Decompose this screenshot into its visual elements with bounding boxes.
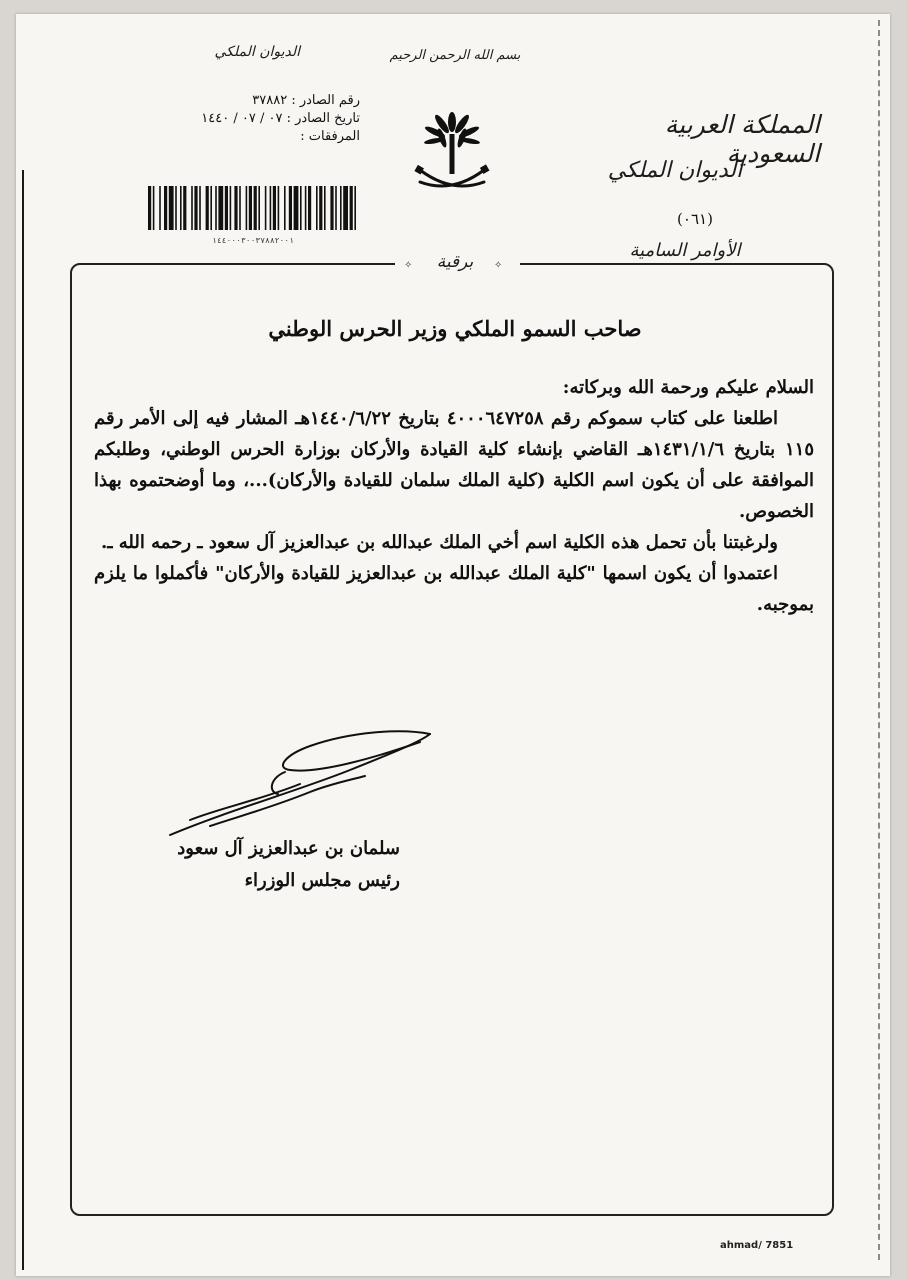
barcode-bar <box>316 186 318 230</box>
barcode-bar <box>175 186 177 230</box>
issue-number: رقم الصادر : ٣٧٨٨٢ <box>252 93 360 108</box>
footer-reference: ahmad/ 7851 <box>720 1240 794 1251</box>
barcode-bar <box>335 186 337 230</box>
barcode-bar <box>183 186 186 230</box>
barcode-bar <box>340 186 342 230</box>
paragraph-3: اعتمدوا أن يكون اسمها "كلية الملك عبدالله بن عبدالعزيز للقيادة والأركان" فأكملوا ما يلزم بموجبه. <box>94 563 814 615</box>
greeting: السلام عليكم ورحمة الله وبركاته: <box>562 377 814 398</box>
barcode-bar <box>354 186 356 230</box>
barcode-bar <box>300 186 302 230</box>
barcode-bar <box>289 186 292 230</box>
barcode-bar <box>210 186 212 230</box>
barcode-bar <box>191 186 193 230</box>
barcode-bar <box>230 186 232 230</box>
barcode-bar <box>319 186 322 230</box>
barcode-bar <box>215 186 217 230</box>
barcode-bar <box>254 186 257 230</box>
barcode-bar <box>330 186 333 230</box>
ornament-right-icon: ✧ <box>494 260 503 271</box>
barcode-bar <box>305 186 307 230</box>
barcode-bar <box>180 186 182 230</box>
basmala: بسم الله الرحمن الرحيم <box>389 48 521 63</box>
barcode-bar <box>159 186 161 230</box>
issue-date: تاريخ الصادر : ٠٧ / ٠٧ / ١٤٤٠ <box>201 111 360 126</box>
barcode-bar <box>234 186 237 230</box>
barcode-bar <box>324 186 326 230</box>
scan-edge-right <box>878 20 880 1260</box>
barcode-bar <box>278 186 280 230</box>
kingdom-heading: المملكة العربية السعودية <box>664 110 820 168</box>
telegram-label: برقية <box>436 252 474 272</box>
barcode-bar <box>284 186 286 230</box>
royal-court-heading: الديوان الملكي <box>607 158 743 183</box>
reference-block <box>130 92 360 146</box>
barcode-bar <box>239 186 241 230</box>
barcode-bar <box>350 186 353 230</box>
barcode-bar <box>206 186 209 230</box>
barcode-bar <box>308 186 311 230</box>
attachments: المرفقات : <box>300 129 360 144</box>
barcode-bar <box>273 186 276 230</box>
paragraph-2: ولرغبتنا بأن تحمل هذه الكلية اسم أخي الملك عبدالله بن عبدالعزيز آل سعود ـ رحمه الله ـ. <box>100 532 778 553</box>
barcode-bar <box>169 186 174 230</box>
barcode-bar <box>225 186 228 230</box>
barcode-bar <box>148 186 151 230</box>
barcode-bar <box>258 186 260 230</box>
barcode-digits: ١٤٤٠٠٠٣٠٠٣٧٨٨٢٠٠١ <box>212 236 294 245</box>
barcode-bar <box>153 186 155 230</box>
saudi-emblem-icon <box>412 108 492 200</box>
barcode-bar <box>294 186 299 230</box>
barcode-bar <box>343 186 348 230</box>
royal-court-small-label: الديوان الملكي <box>214 44 300 60</box>
paragraph-1: اطلعنا على كتاب سموكم رقم ٤٠٠٠٦٤٧٢٥٨ بتاريخ ١٤٤٠/٦/٢٢هـ المشار فيه إلى الأمر رقم ١١٥ بتاريخ ١٤٣١/١/٦هـ القاضي بإنشاء كلية القيادة والأركان بوزارة الحرس الوطني، وطلبكم الموافقة على أن يكون اسم الكلية (كلية الملك سلمان للقيادة والأركان)...، وما أوضحتموه بهذا الخصوص. <box>94 408 814 522</box>
department-code: (٠٦١) <box>677 210 713 228</box>
barcode-bar <box>270 186 272 230</box>
barcode-bar <box>246 186 248 230</box>
signature-icon <box>150 720 440 840</box>
barcode-bar <box>265 186 267 230</box>
barcode-bar <box>249 186 252 230</box>
addressee: صاحب السمو الملكي وزير الحرس الوطني <box>268 316 642 341</box>
barcode-bar <box>194 186 197 230</box>
letter-body <box>94 372 814 620</box>
ornament-left-icon: ✧ <box>404 260 413 271</box>
signer-name: سلمان بن عبدالعزيز آل سعود <box>177 838 400 859</box>
barcode <box>148 186 358 230</box>
signer-title: رئيس مجلس الوزراء <box>244 870 400 891</box>
barcode-bar <box>218 186 223 230</box>
barcode-bar <box>199 186 201 230</box>
scan-edge-left <box>22 170 24 1270</box>
barcode-bar <box>164 186 167 230</box>
royal-orders-label: الأوامر السامية <box>629 240 741 261</box>
